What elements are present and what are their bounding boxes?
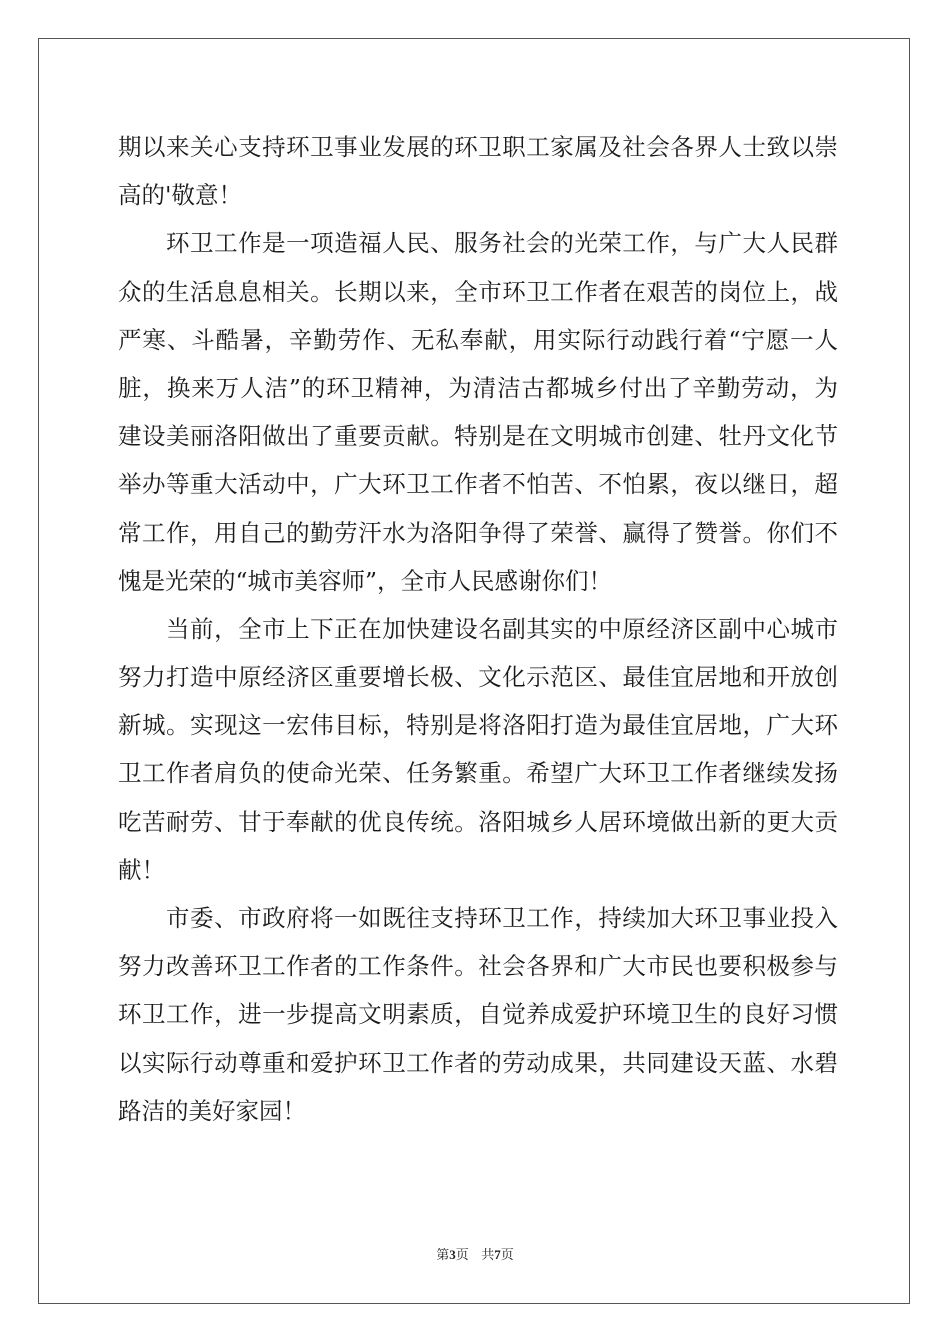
text-line: 常工作，用自己的勤劳汗水为洛阳争得了荣誉、赢得了赞誉。你们不 [118,518,838,547]
text-line: 路洁的美好家园！ [118,1096,306,1125]
text-line: 举办等重大活动中，广大环卫工作者不怕苦、不怕累，夜以继日，超 [118,470,838,499]
text-line: 努力打造中原经济区重要增长极、文化示范区、最佳宜居地和开放创 [118,663,838,692]
text-line: 环卫工作，进一步提高文明素质，自觉养成爱护环境卫生的良好习惯 [118,1000,838,1029]
text-line: 严寒、斗酷暑，辛勤劳作、无私奉献，用实际行动践行着“宁愿一人 [118,325,838,354]
text-line: 以实际行动尊重和爱护环卫工作者的劳动成果，共同建设天蓝、水碧 [118,1048,838,1077]
text-line: 新城。实现这一宏伟目标，特别是将洛阳打造为最佳宜居地，广大环 [118,711,838,740]
text-line: 建设美丽洛阳做出了重要贡献。特别是在文明城市创建、牡丹文化节 [118,422,838,451]
text-line: 吃苦耐劳、甘于奉献的优良传统。洛阳城乡人居环境做出新的更大贡 [118,807,838,836]
text-line: 环卫工作是一项造福人民、服务社会的光荣工作，与广大人民群 [118,229,838,258]
total-pages: 7 [494,1247,501,1262]
total-label-suffix: 页 [500,1248,514,1263]
text-line: 期以来关心支持环卫事业发展的环卫职工家属及社会各界人士致以崇 [118,133,838,161]
text-line: 高的'敬意！ [118,181,242,210]
page-label-prefix: 第 [436,1248,450,1263]
text-line: 愧是光荣的“城市美容师”，全市人民感谢你们！ [118,566,613,595]
text-line: 卫工作者肩负的使命光荣、任务繁重。希望广大环卫工作者继续发扬 [118,759,838,788]
text-line: 众的生活息息相关。长期以来，全市环卫工作者在艰苦的岗位上，战 [118,277,838,306]
text-line: 脏，换来万人洁”的环卫精神，为清洁古都城乡付出了辛勤劳动，为 [118,373,838,402]
page-label-suffix: 页 [455,1248,469,1263]
page-footer [0,1246,950,1265]
page-number: 3 [449,1247,456,1262]
text-line: 市委、市政府将一如既往支持环卫工作，持续加大环卫事业投入 [118,904,838,932]
text-line: 当前，全市上下正在加快建设名副其实的中原经济区副中心城市 [118,614,838,643]
text-line: 努力改善环卫工作者的工作条件。社会各界和广大市民也要积极参与 [118,952,838,981]
text-line: 献！ [118,855,165,884]
document-body [118,123,838,1135]
total-label-prefix: 共 [481,1248,495,1263]
